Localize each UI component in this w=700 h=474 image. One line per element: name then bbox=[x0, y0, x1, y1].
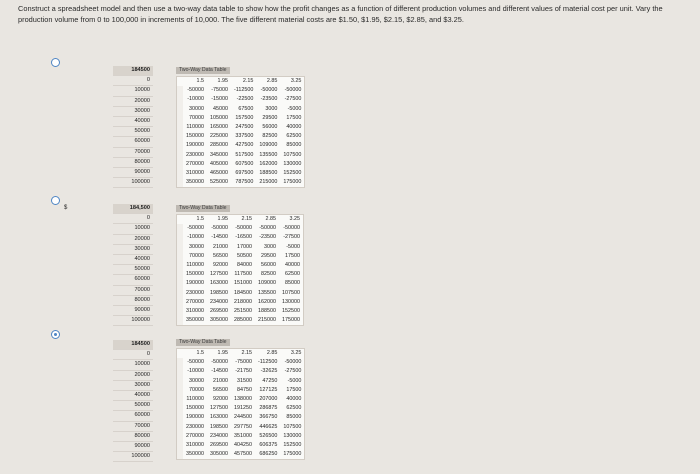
table-cell: 207000 bbox=[259, 396, 278, 403]
material-cost-header: 2.85 bbox=[266, 78, 278, 84]
volume-cell: 50000 bbox=[113, 265, 153, 275]
table-cell: 150000 bbox=[186, 405, 204, 412]
table-row bbox=[177, 243, 303, 252]
material-cost-header: 1.5 bbox=[196, 350, 204, 356]
table-cell: 198500 bbox=[210, 289, 228, 296]
table-cell: 152500 bbox=[283, 442, 302, 449]
volume-cell: 10000 bbox=[113, 224, 153, 234]
table-cell: 29500 bbox=[262, 114, 278, 121]
two-way-data-table bbox=[176, 196, 304, 326]
data-table-grid bbox=[177, 77, 304, 187]
table-cell: -22500 bbox=[236, 96, 254, 103]
table-row bbox=[177, 105, 304, 114]
table-cell: 163000 bbox=[210, 280, 228, 287]
table-cell: 526500 bbox=[259, 432, 278, 439]
table-cell: 135500 bbox=[258, 289, 276, 296]
volume-cell: 100000 bbox=[113, 178, 153, 188]
radio-button[interactable] bbox=[51, 58, 60, 67]
table-cell: 787500 bbox=[235, 179, 254, 186]
table-row bbox=[177, 386, 304, 395]
table-cell: 184500 bbox=[234, 289, 252, 296]
table-cell: 107500 bbox=[283, 151, 302, 158]
table-cell: -112500 bbox=[234, 87, 254, 94]
table-cell: 218000 bbox=[234, 298, 252, 305]
table-cell: -75000 bbox=[235, 359, 252, 366]
table-cell: 82500 bbox=[261, 271, 276, 278]
table-cell: 190000 bbox=[186, 414, 204, 421]
table-cell: 110000 bbox=[186, 262, 204, 269]
material-cost-header: 2.85 bbox=[265, 216, 276, 222]
table-cell: 697500 bbox=[235, 170, 254, 177]
table-cell: 107500 bbox=[283, 423, 302, 430]
table-cell: 350000 bbox=[186, 451, 204, 458]
profit-cell: 184500 bbox=[113, 340, 153, 350]
table-row bbox=[177, 86, 304, 95]
table-cell: 29500 bbox=[261, 252, 276, 259]
table-cell: 310000 bbox=[186, 308, 204, 315]
table-cell: 84750 bbox=[237, 386, 252, 393]
table-cell: 270000 bbox=[186, 432, 204, 439]
table-cell: 230000 bbox=[186, 289, 204, 296]
material-cost-header: 2.15 bbox=[241, 350, 252, 356]
table-title: Two-Way Data Table bbox=[176, 339, 230, 346]
material-cost-header: 3.25 bbox=[290, 78, 302, 84]
volume-cell: 40000 bbox=[113, 391, 153, 401]
table-cell: -50000 bbox=[259, 225, 276, 232]
table-row bbox=[177, 141, 304, 150]
table-cell: 446625 bbox=[259, 423, 278, 430]
volume-cell: 90000 bbox=[113, 306, 153, 316]
table-cell: 152500 bbox=[283, 170, 302, 177]
volume-cell: 40000 bbox=[113, 117, 153, 127]
table-cell: 215000 bbox=[259, 179, 278, 186]
two-way-data-table bbox=[176, 330, 305, 460]
table-cell: 345000 bbox=[210, 151, 228, 158]
volume-cell: 40000 bbox=[113, 255, 153, 265]
material-cost-header: 1.95 bbox=[217, 216, 228, 222]
table-cell: 56500 bbox=[213, 386, 228, 393]
table-cell: -112500 bbox=[258, 359, 278, 366]
question-text: Construct a spreadsheet model and then use a two-way data table to show how the profit changes as a function of different production volumes and different values of material cost per unit. Vary the production volume from 0 to 100,000 in increments of 10,000. The five different material costs are $1.50, $1.95, $2.15, $2.85, and $3.25. bbox=[18, 4, 663, 24]
table-cell: 427500 bbox=[235, 142, 254, 149]
table-cell: 305000 bbox=[210, 451, 228, 458]
table-cell: 517500 bbox=[235, 151, 254, 158]
volume-cell: 90000 bbox=[113, 168, 153, 178]
table-row bbox=[177, 279, 303, 288]
data-table-grid bbox=[177, 215, 303, 325]
table-cell: 163000 bbox=[210, 414, 228, 421]
volume-cell: 100000 bbox=[113, 316, 153, 326]
volume-cell: 60000 bbox=[113, 411, 153, 421]
table-cell: 150000 bbox=[186, 271, 204, 278]
volume-cell: 80000 bbox=[113, 432, 153, 442]
table-row bbox=[177, 178, 304, 187]
table-row bbox=[177, 377, 304, 386]
table-cell: 188500 bbox=[258, 308, 276, 315]
volume-cell: 80000 bbox=[113, 158, 153, 168]
table-cell: 162000 bbox=[259, 160, 278, 167]
radio-button[interactable] bbox=[51, 330, 60, 339]
table-cell: -5000 bbox=[287, 377, 302, 384]
table-cell: 607500 bbox=[235, 160, 254, 167]
table-cell: 162000 bbox=[258, 298, 276, 305]
table-cell: 175000 bbox=[283, 451, 302, 458]
table-cell: 405000 bbox=[210, 160, 228, 167]
volume-cell: 20000 bbox=[113, 371, 153, 381]
table-cell: -5000 bbox=[287, 105, 302, 112]
table-cell: 285000 bbox=[234, 317, 252, 324]
table-cell: 465000 bbox=[210, 170, 228, 177]
table-cell: 191250 bbox=[234, 405, 252, 412]
table-row bbox=[177, 395, 304, 404]
table-row bbox=[177, 404, 304, 413]
table-cell: 130000 bbox=[283, 160, 302, 167]
table-cell: 138000 bbox=[234, 396, 252, 403]
table-cell: 230000 bbox=[186, 151, 204, 158]
table-cell: 40000 bbox=[286, 396, 302, 403]
table-cell: -50000 bbox=[284, 359, 302, 366]
volume-cell: 0 bbox=[113, 214, 153, 224]
table-row bbox=[177, 298, 303, 307]
table-title: Two-Way Data Table bbox=[176, 205, 230, 212]
table-row bbox=[177, 95, 304, 104]
table-cell: -15000 bbox=[211, 96, 228, 103]
material-cost-header: 1.5 bbox=[196, 78, 204, 84]
table-cell: 337500 bbox=[235, 133, 254, 140]
table-cell: 286875 bbox=[259, 405, 278, 412]
table-cell: -50000 bbox=[211, 359, 228, 366]
table-cell: 17500 bbox=[286, 114, 302, 121]
table-cell: 269500 bbox=[210, 442, 228, 449]
table-row bbox=[177, 224, 303, 233]
table-cell: 110000 bbox=[186, 396, 204, 403]
production-volume-column bbox=[113, 340, 153, 462]
table-cell: 190000 bbox=[186, 142, 204, 149]
table-cell: -50000 bbox=[235, 225, 252, 232]
table-cell: 269500 bbox=[210, 308, 228, 315]
table-row bbox=[177, 423, 304, 432]
table-cell: 135500 bbox=[259, 151, 278, 158]
volume-cell: 60000 bbox=[113, 137, 153, 147]
table-cell: -50000 bbox=[187, 87, 204, 94]
table-row bbox=[177, 367, 304, 376]
table-cell: 67500 bbox=[238, 105, 254, 112]
volume-cell: 80000 bbox=[113, 296, 153, 306]
table-cell: 45000 bbox=[213, 105, 228, 112]
table-cell: 151000 bbox=[234, 280, 252, 287]
table-cell: 3000 bbox=[265, 105, 278, 112]
table-cell: 310000 bbox=[186, 170, 204, 177]
table-header-row bbox=[177, 349, 304, 358]
table-cell: 175000 bbox=[282, 317, 300, 324]
table-row bbox=[177, 307, 303, 316]
table-cell: 117500 bbox=[234, 271, 252, 278]
table-cell: 350000 bbox=[186, 179, 204, 186]
table-cell: 351000 bbox=[234, 432, 252, 439]
table-cell: 198500 bbox=[210, 423, 228, 430]
volume-cell: 50000 bbox=[113, 127, 153, 137]
table-cell: -50000 bbox=[187, 359, 204, 366]
table-cell: -50000 bbox=[187, 225, 204, 232]
material-cost-header: 2.85 bbox=[266, 350, 278, 356]
table-cell: 40000 bbox=[285, 262, 300, 269]
table-row bbox=[177, 151, 304, 160]
volume-cell: 30000 bbox=[113, 245, 153, 255]
table-row bbox=[177, 160, 304, 169]
table-cell: 285000 bbox=[210, 142, 228, 149]
table-cell: 56000 bbox=[261, 262, 276, 269]
material-cost-header: 2.15 bbox=[242, 78, 254, 84]
table-cell: -21750 bbox=[235, 368, 252, 375]
table-cell: 82500 bbox=[262, 133, 278, 140]
table-cell: -50000 bbox=[211, 225, 228, 232]
table-cell: -23500 bbox=[259, 234, 276, 241]
table-cell: -16500 bbox=[235, 234, 252, 241]
table-cell: 62500 bbox=[286, 133, 302, 140]
volume-cell: 10000 bbox=[113, 360, 153, 370]
table-cell: 17500 bbox=[286, 386, 302, 393]
volume-cell: 60000 bbox=[113, 275, 153, 285]
table-cell: 85000 bbox=[285, 280, 300, 287]
table-row bbox=[177, 169, 304, 178]
volume-cell: 70000 bbox=[113, 148, 153, 158]
table-cell: 234000 bbox=[210, 432, 228, 439]
volume-cell: 20000 bbox=[113, 97, 153, 107]
table-cell: 107500 bbox=[282, 289, 300, 296]
table-cell: -5000 bbox=[286, 243, 300, 250]
material-cost-header: 2.15 bbox=[241, 216, 252, 222]
table-cell: 297750 bbox=[234, 423, 252, 430]
table-cell: 457500 bbox=[234, 451, 252, 458]
material-cost-header: 1.95 bbox=[217, 78, 228, 84]
table-header-row bbox=[177, 215, 303, 224]
table-cell: 404250 bbox=[234, 442, 252, 449]
table-cell: 30000 bbox=[189, 377, 204, 384]
table-row bbox=[177, 114, 304, 123]
table-cell: 21000 bbox=[213, 243, 228, 250]
table-row bbox=[177, 289, 303, 298]
table-cell: -27500 bbox=[284, 96, 302, 103]
table-cell: 350000 bbox=[186, 317, 204, 324]
table-cell: 92000 bbox=[213, 396, 228, 403]
table-cell: 70000 bbox=[189, 252, 204, 259]
table-cell: 127500 bbox=[210, 271, 228, 278]
table-cell: -50000 bbox=[283, 225, 300, 232]
table-cell: 270000 bbox=[186, 298, 204, 305]
table-cell: 157500 bbox=[235, 114, 254, 121]
currency-symbol: $ bbox=[64, 205, 68, 211]
data-table-grid bbox=[177, 349, 304, 459]
table-cell: 366750 bbox=[259, 414, 278, 421]
table-row bbox=[177, 252, 303, 261]
table-cell: -14500 bbox=[211, 234, 228, 241]
table-cell: 85000 bbox=[286, 142, 302, 149]
table-cell: 30000 bbox=[189, 243, 204, 250]
table-row bbox=[177, 450, 304, 459]
table-cell: 175000 bbox=[283, 179, 302, 186]
material-cost-header: 3.25 bbox=[290, 350, 302, 356]
table-cell: 70000 bbox=[189, 114, 204, 121]
table-cell: 21000 bbox=[213, 377, 228, 384]
table-row bbox=[177, 358, 304, 367]
table-cell: -50000 bbox=[260, 87, 278, 94]
production-volume-column bbox=[113, 66, 153, 188]
material-cost-header: 3.25 bbox=[289, 216, 300, 222]
table-cell: 127500 bbox=[210, 405, 228, 412]
table-row bbox=[177, 270, 303, 279]
volume-cell: 70000 bbox=[113, 286, 153, 296]
material-cost-header: 1.5 bbox=[196, 216, 204, 222]
table-cell: 165000 bbox=[210, 124, 228, 131]
table-cell: 247500 bbox=[235, 124, 254, 131]
table-cell: 92000 bbox=[213, 262, 228, 269]
radio-button[interactable] bbox=[51, 196, 60, 205]
table-cell: -14500 bbox=[211, 368, 228, 375]
two-way-data-table bbox=[176, 58, 305, 188]
volume-cell: 50000 bbox=[113, 401, 153, 411]
table-cell: 84000 bbox=[237, 262, 252, 269]
table-cell: 234000 bbox=[210, 298, 228, 305]
table-cell: 251500 bbox=[234, 308, 252, 315]
table-row bbox=[177, 316, 303, 325]
table-cell: 3000 bbox=[264, 243, 276, 250]
table-cell: -23500 bbox=[260, 96, 278, 103]
table-header-row bbox=[177, 77, 304, 86]
table-cell: 31500 bbox=[237, 377, 252, 384]
profit-cell: 184,500 bbox=[113, 204, 153, 214]
table-cell: 270000 bbox=[186, 160, 204, 167]
table-cell: 109000 bbox=[258, 280, 276, 287]
table-cell: 244500 bbox=[234, 414, 252, 421]
table-title: Two-Way Data Table bbox=[176, 67, 230, 74]
table-cell: 150000 bbox=[186, 133, 204, 140]
table-cell: 109000 bbox=[259, 142, 278, 149]
table-cell: 85000 bbox=[286, 414, 302, 421]
table-cell: -27500 bbox=[284, 368, 302, 375]
table-cell: 225000 bbox=[210, 133, 228, 140]
table-cell: 152500 bbox=[282, 308, 300, 315]
production-volume-column bbox=[113, 204, 153, 326]
volume-cell: 100000 bbox=[113, 452, 153, 462]
table-cell: -10000 bbox=[187, 368, 204, 375]
table-cell: 127125 bbox=[259, 386, 278, 393]
table-cell: -27500 bbox=[283, 234, 300, 241]
table-cell: -32625 bbox=[260, 368, 278, 375]
table-cell: 310000 bbox=[186, 442, 204, 449]
table-row bbox=[177, 261, 303, 270]
table-row bbox=[177, 441, 304, 450]
table-cell: 17500 bbox=[285, 252, 300, 259]
table-row bbox=[177, 413, 304, 422]
table-cell: -50000 bbox=[284, 87, 302, 94]
table-cell: 30000 bbox=[189, 105, 204, 112]
table-cell: 40000 bbox=[286, 124, 302, 131]
table-cell: -10000 bbox=[187, 234, 204, 241]
table-cell: 62500 bbox=[285, 271, 300, 278]
volume-cell: 10000 bbox=[113, 86, 153, 96]
volume-cell: 70000 bbox=[113, 422, 153, 432]
table-row bbox=[177, 233, 303, 242]
table-cell: 17000 bbox=[237, 243, 252, 250]
table-row bbox=[177, 132, 304, 141]
volume-cell: 0 bbox=[113, 350, 153, 360]
table-cell: 105000 bbox=[210, 114, 228, 121]
table-cell: 188500 bbox=[259, 170, 278, 177]
table-cell: 130000 bbox=[283, 432, 302, 439]
table-cell: 130000 bbox=[282, 298, 300, 305]
volume-cell: 30000 bbox=[113, 381, 153, 391]
volume-cell: 30000 bbox=[113, 107, 153, 117]
table-cell: 525000 bbox=[210, 179, 228, 186]
table-cell: 70000 bbox=[189, 386, 204, 393]
table-cell: 47250 bbox=[262, 377, 278, 384]
profit-cell: 184500 bbox=[113, 66, 153, 76]
table-cell: -10000 bbox=[187, 96, 204, 103]
table-cell: 305000 bbox=[210, 317, 228, 324]
table-cell: 62500 bbox=[286, 405, 302, 412]
table-cell: 56000 bbox=[262, 124, 278, 131]
table-cell: -75000 bbox=[211, 87, 228, 94]
table-row bbox=[177, 123, 304, 132]
table-row bbox=[177, 432, 304, 441]
table-cell: 606375 bbox=[259, 442, 278, 449]
table-cell: 56500 bbox=[213, 252, 228, 259]
table-cell: 686250 bbox=[259, 451, 278, 458]
table-cell: 230000 bbox=[186, 423, 204, 430]
material-cost-header: 1.95 bbox=[217, 350, 228, 356]
volume-cell: 20000 bbox=[113, 235, 153, 245]
volume-cell: 90000 bbox=[113, 442, 153, 452]
table-cell: 50500 bbox=[237, 252, 252, 259]
table-cell: 190000 bbox=[186, 280, 204, 287]
volume-cell: 0 bbox=[113, 76, 153, 86]
table-cell: 110000 bbox=[186, 124, 204, 131]
table-cell: 215000 bbox=[258, 317, 276, 324]
